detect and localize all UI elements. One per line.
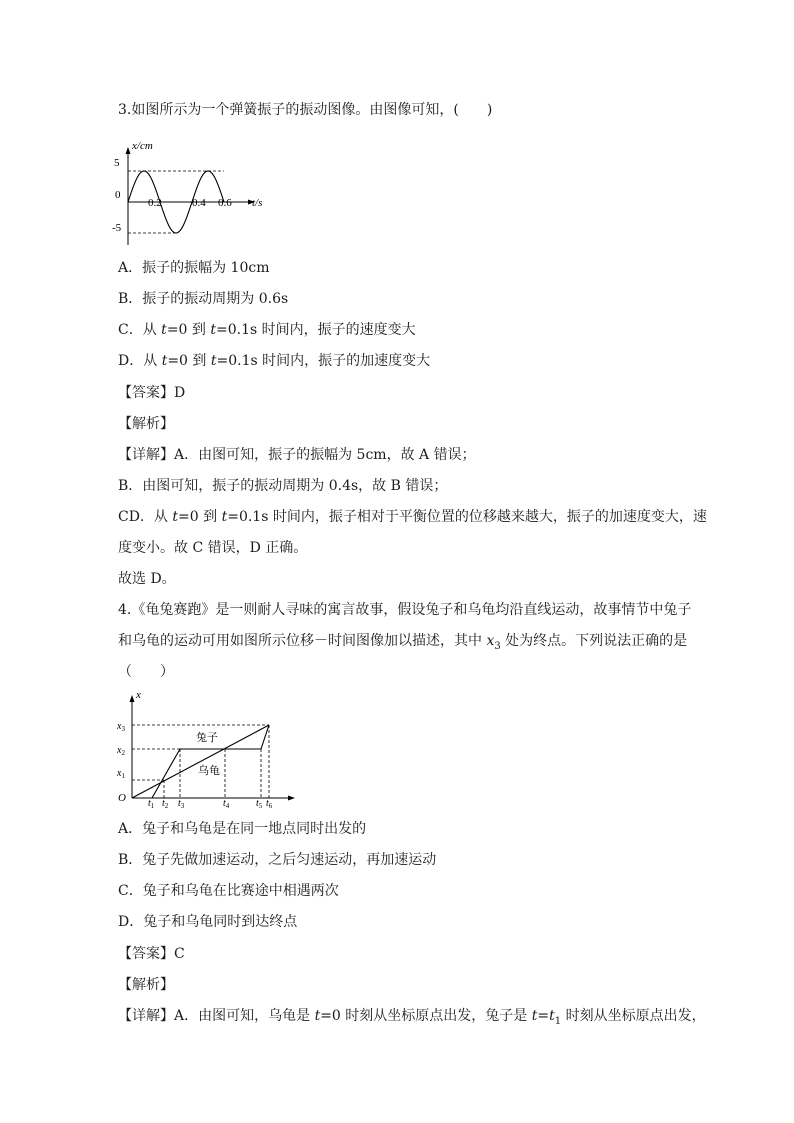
- q4-x-tick-t6-t: t: [266, 798, 269, 809]
- q3-option-d-mid: =0 到: [167, 353, 211, 369]
- q4-option-a[interactable]: A．兔子和乌龟是在同一地点同时出发的: [118, 821, 367, 837]
- q3-option-a[interactable]: A．振子的振幅为 10cm: [118, 260, 270, 276]
- q4-stem-line2-pre: 和乌龟的运动可用如图所示位移－时间图像加以描述，其中: [118, 633, 487, 649]
- q4-x-tick-t6: [266, 798, 273, 810]
- q3-cd-mid: =0 到: [178, 509, 222, 525]
- q4-y-label: x: [136, 689, 141, 701]
- q4-detail-t1-sub: 1: [554, 1015, 562, 1027]
- q3-option-d-post: =0.1s 时间内，振子的加速度变大: [216, 353, 431, 369]
- q3-y-tick-5: 5: [114, 157, 120, 169]
- q4-y-tick-x2-s: 2: [121, 749, 125, 757]
- q3-x-tick-02: 0.2: [148, 197, 162, 209]
- q3-option-b[interactable]: B．振子的振动周期为 0.6s: [118, 291, 289, 307]
- q4-origin: O: [118, 792, 126, 804]
- q3-answer: [118, 383, 185, 403]
- q3-detail-cd-line2: 度变小。故 C 错误，D 正确。: [118, 540, 308, 556]
- q4-position-time-graph: [112, 688, 312, 810]
- q3-answer-label: 【答案】: [118, 385, 174, 401]
- q4-detail-t0: t: [314, 1008, 321, 1024]
- q4-stem-line2: [118, 631, 687, 657]
- q4-y-arrow: [130, 695, 135, 702]
- q3-option-c-pre: C．从: [118, 322, 162, 338]
- q4-x-tick-t3-s: 3: [180, 802, 185, 810]
- q4-turtle-label: 乌龟: [198, 765, 220, 777]
- q3-option-d-t2: t: [210, 353, 217, 369]
- q3-y-tick-neg5: -5: [112, 222, 122, 234]
- q4-x-tick-t5: [256, 798, 263, 810]
- q3-detail-b: B．由图可知，振子的振动周期为 0.4s，故 B 错误；: [118, 478, 448, 494]
- q3-option-d-t1: t: [161, 353, 168, 369]
- q4-x-tick-t5-t: t: [256, 798, 259, 809]
- q4-y-tick-x3-t: x: [117, 721, 122, 732]
- q4-detail-post: 时刻从坐标原点出发，: [561, 1008, 706, 1024]
- q4-detail-a: [118, 1006, 706, 1032]
- q4-rabbit-label: 兔子: [196, 732, 218, 744]
- q3-analysis-label: 【解析】: [118, 416, 174, 432]
- q3-answer-value: D: [174, 385, 186, 401]
- q4-y-tick-x1-t: x: [117, 768, 122, 779]
- q4-stem-x3-sub: 3: [494, 640, 501, 652]
- q4-x-tick-t4-t: t: [223, 798, 226, 809]
- q4-detail-pre: 【详解】A．由图可知，乌龟是: [118, 1008, 315, 1024]
- q4-y-tick-x2-t: x: [117, 745, 122, 756]
- q4-x-tick-t1: [148, 798, 155, 810]
- q4-x-tick-t6-s: 6: [268, 802, 273, 810]
- q3-cd-pre: CD．从: [118, 509, 173, 525]
- q3-option-c-mid: =0 到: [166, 322, 211, 338]
- q3-option-d[interactable]: [118, 351, 430, 371]
- q3-stem: 3.如图所示为一个弹簧振子的振动图像。由图像可知，( ): [118, 102, 493, 118]
- q4-y-tick-x1: [116, 768, 125, 780]
- q4-x-arrow: [288, 796, 295, 801]
- q4-y-tick-x3: [116, 721, 125, 733]
- q3-vibration-graph: [112, 140, 312, 255]
- q3-y-tick-0: 0: [115, 189, 121, 201]
- q4-option-b[interactable]: B．兔子先做加速运动，之后匀速运动，再加速运动: [118, 852, 437, 868]
- q4-stem-x3: x: [486, 633, 495, 649]
- q3-option-d-pre: D．从: [118, 353, 162, 369]
- q4-x-tick-t4-s: 4: [225, 802, 230, 810]
- q3-cd-post: =0.1s 时间内，振子相对于平衡位置的位移越来越大，振子的加速度变大，速: [227, 509, 707, 525]
- q4-x-tick-t2-t: t: [162, 798, 165, 809]
- q3-option-c[interactable]: [118, 320, 416, 340]
- q4-y-tick-x1-s: 1: [121, 772, 125, 780]
- q3-x-label: t/s: [252, 197, 263, 209]
- q3-cd-t1: t: [172, 509, 179, 525]
- q4-detail-t: t: [531, 1008, 538, 1024]
- q3-detail-a: 【详解】A．由图可知，振子的振幅为 5cm，故 A 错误；: [118, 447, 476, 463]
- q4-detail-mid: =0 时刻从坐标原点出发，兔子是: [320, 1008, 532, 1024]
- q4-answer-value: C: [174, 946, 185, 962]
- q4-y-tick-x2: [116, 745, 125, 757]
- q3-option-c-t2: t: [210, 322, 216, 338]
- q4-x-tick-t3: [178, 798, 185, 810]
- q3-cd-t2: t: [221, 509, 228, 525]
- q4-detail-t1: t: [549, 1008, 555, 1024]
- q4-y-tick-x3-s: 3: [121, 725, 125, 733]
- q4-stem-line1: 4.《龟兔赛跑》是一则耐人寻味的寓言故事，假设兔子和乌龟均沿直线运动，故事情节中兔子: [118, 602, 692, 618]
- q4-stem-line3: （ ）: [118, 664, 174, 680]
- q4-answer-label: 【答案】: [118, 946, 174, 962]
- q3-detail-cd: [118, 507, 707, 527]
- q3-x-tick-06: 0.6: [218, 197, 232, 209]
- q4-x-tick-t4: [223, 798, 230, 810]
- q4-x-tick-t3-t: t: [178, 798, 181, 809]
- q4-x-tick-t1-s: 1: [150, 802, 155, 810]
- q4-detail-eq: =: [537, 1008, 550, 1024]
- q3-option-c-post: =0.1s 时间内，振子的速度变大: [216, 322, 416, 338]
- q4-x-tick-t2: [162, 798, 169, 810]
- q3-y-arrow: [126, 147, 131, 154]
- q4-x-tick-t2-s: 2: [164, 802, 169, 810]
- q3-conclusion: 故选 D。: [118, 571, 176, 587]
- q4-stem-line2-post: 处为终点。下列说法正确的是: [500, 633, 688, 649]
- q3-x-tick-04: 0.4: [192, 197, 206, 209]
- q3-option-c-t1: t: [161, 322, 167, 338]
- q3-y-label: x/cm: [132, 140, 153, 152]
- q4-analysis-label: 【解析】: [118, 977, 174, 993]
- q4-option-d[interactable]: D．兔子和乌龟同时到达终点: [118, 914, 298, 930]
- q4-answer: [118, 944, 185, 964]
- q4-option-c[interactable]: C．兔子和乌龟在比赛途中相遇两次: [118, 883, 339, 899]
- q4-x-tick-t1-t: t: [148, 798, 151, 809]
- q4-x-tick-t5-s: 5: [258, 802, 263, 810]
